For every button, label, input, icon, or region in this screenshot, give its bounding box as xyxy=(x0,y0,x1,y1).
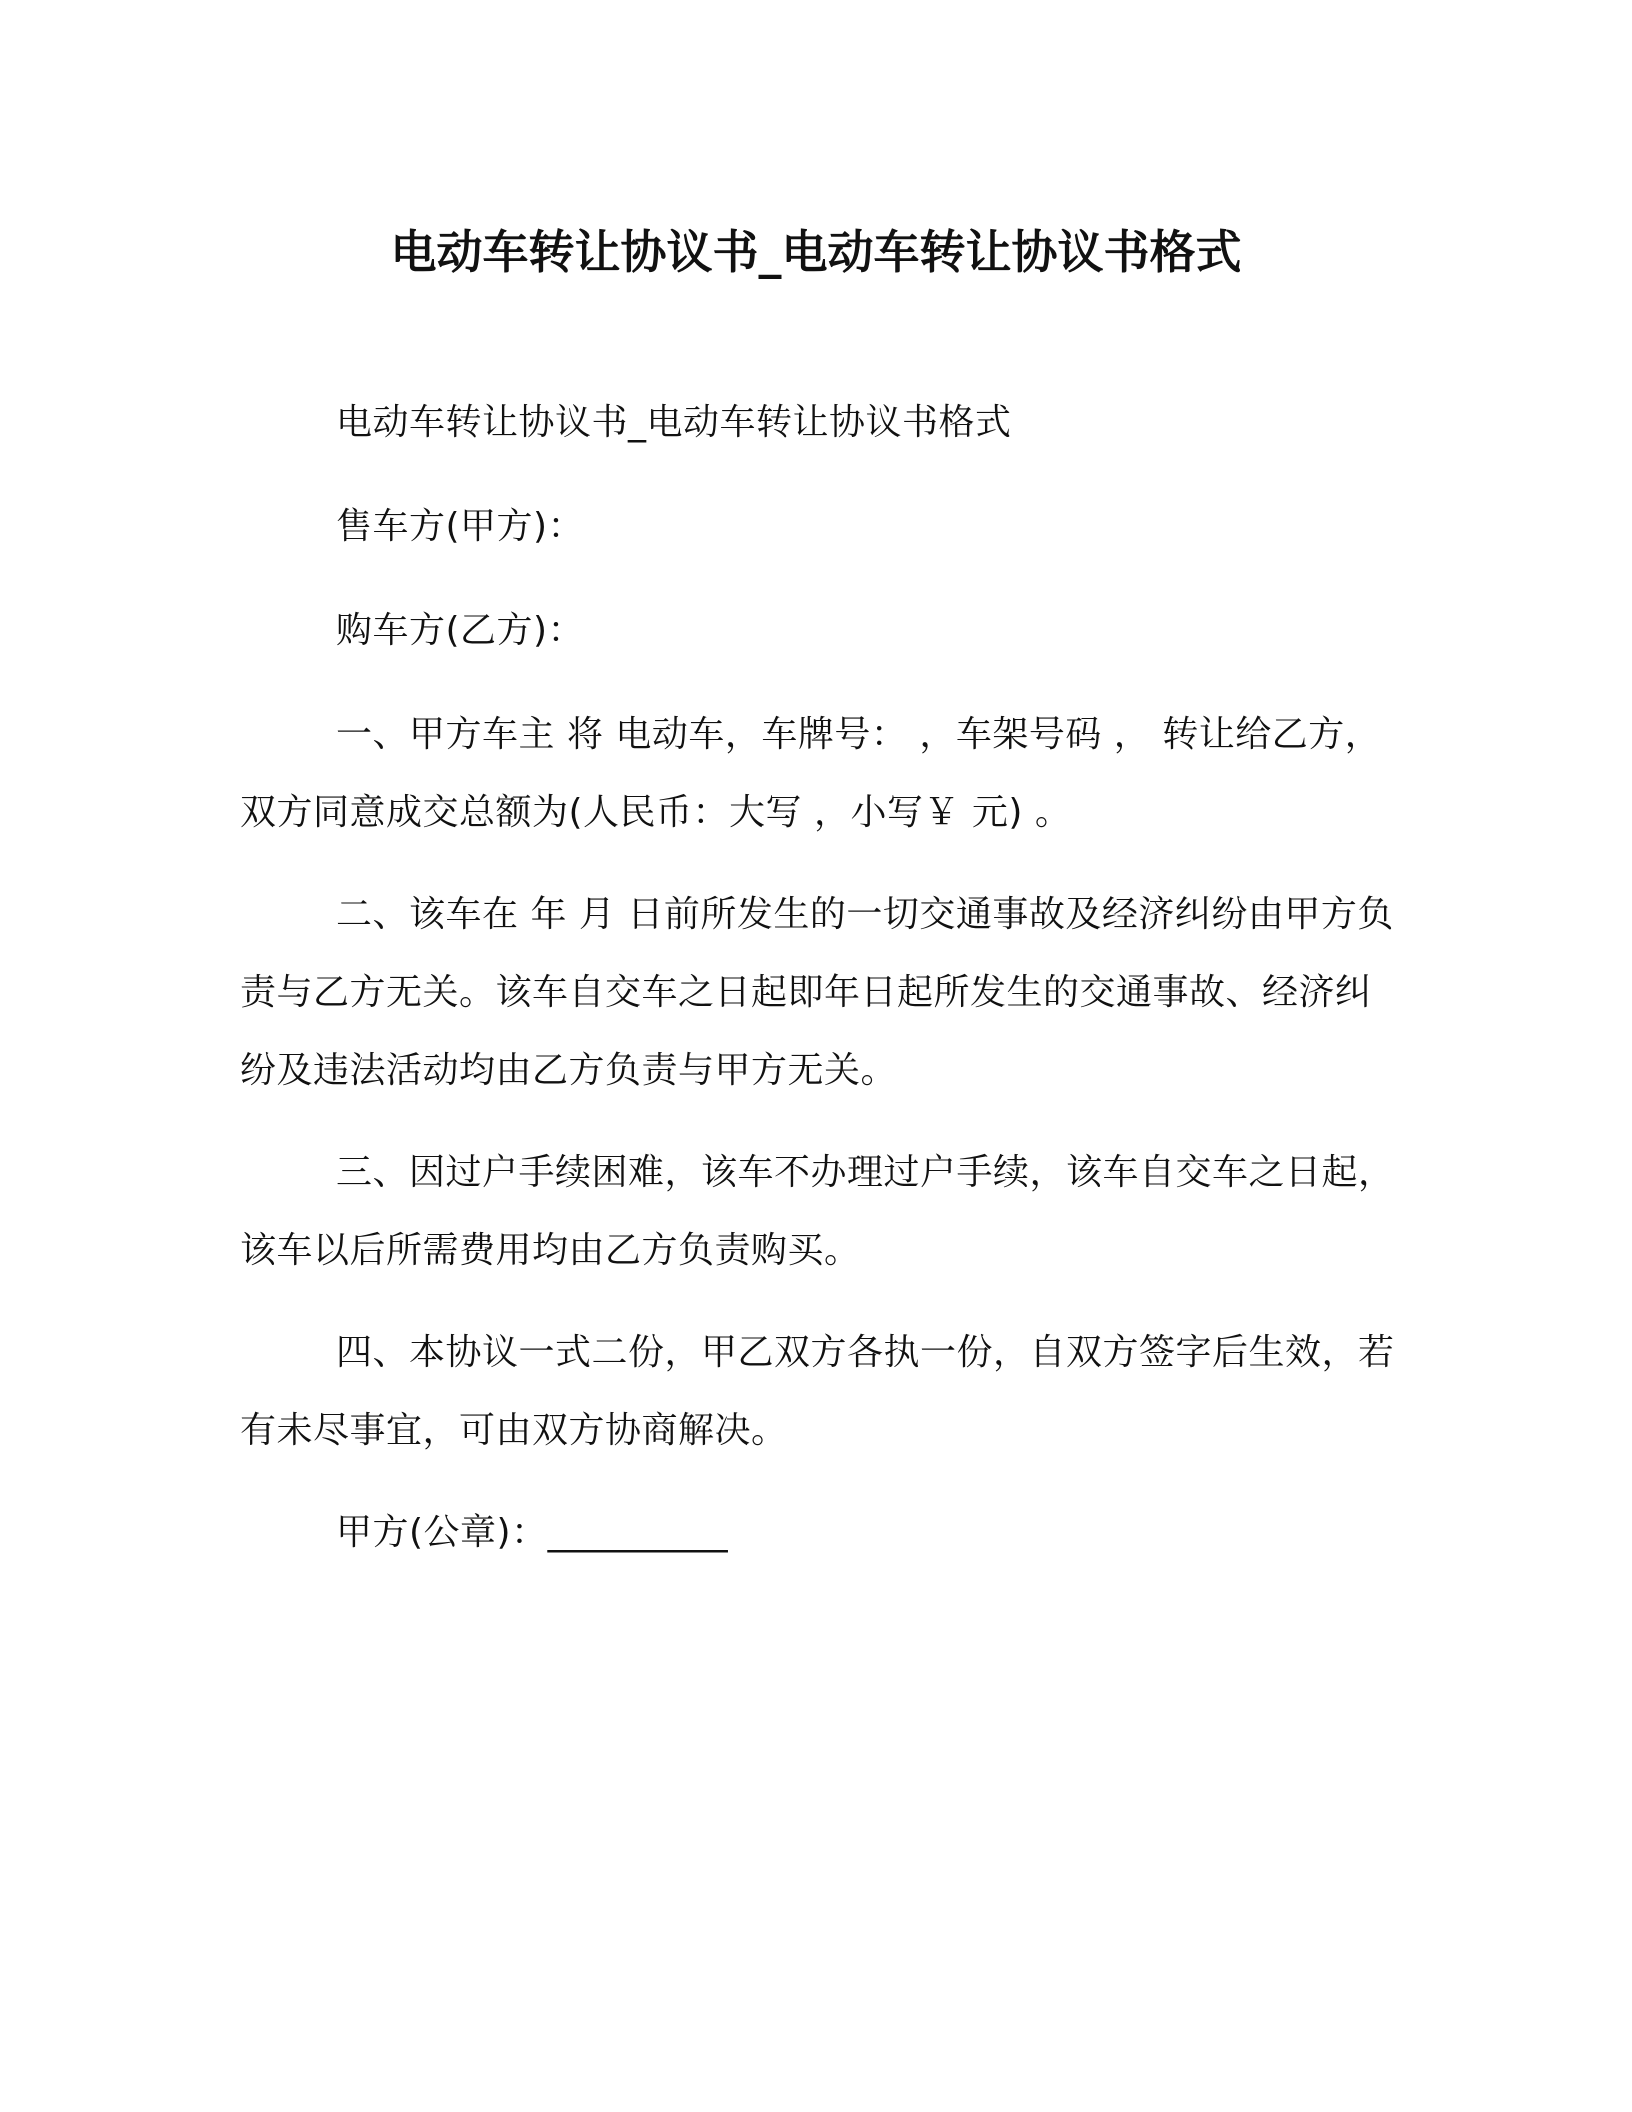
seller-label: 售车方(甲方)： xyxy=(336,506,585,547)
buyer-label: 购车方(乙方)： xyxy=(336,610,585,651)
document-title: 电动车转让协议书_电动车转让协议书格式 xyxy=(390,225,1242,279)
seal-signature-blank: __________ xyxy=(547,1512,728,1553)
clause-3: 三、因过户手续困难，该车不办理过户手续，该车自交车之日起，该车以后所需费用均由乙方负责购买。 xyxy=(240,1152,1395,1271)
clause-4: 四、本协议一式二份，甲乙双方各执一份，自双方签字后生效，若有未尽事宜，可由双方协商解决。 xyxy=(240,1332,1395,1451)
clause-2: 二、该车在 年 月 日前所发生的一切交通事故及经济纠纷由甲方负责与乙方无关。该车自交车之日起即年日起所发生的交通事故、经济纠纷及违法活动均由乙方负责与甲方无关。 xyxy=(240,894,1394,1091)
seal-line xyxy=(336,1494,1491,1572)
document-subtitle: 电动车转让协议书_电动车转让协议书格式 xyxy=(336,402,1012,443)
seal-label: 甲方(公章)： xyxy=(336,1512,548,1553)
clause-1: 一、甲方车主 将 电动车，车牌号： ，车架号码 ， 转让给乙方，双方同意成交总额为(人民币：大写 ，小写￥ 元) 。 xyxy=(240,714,1382,833)
